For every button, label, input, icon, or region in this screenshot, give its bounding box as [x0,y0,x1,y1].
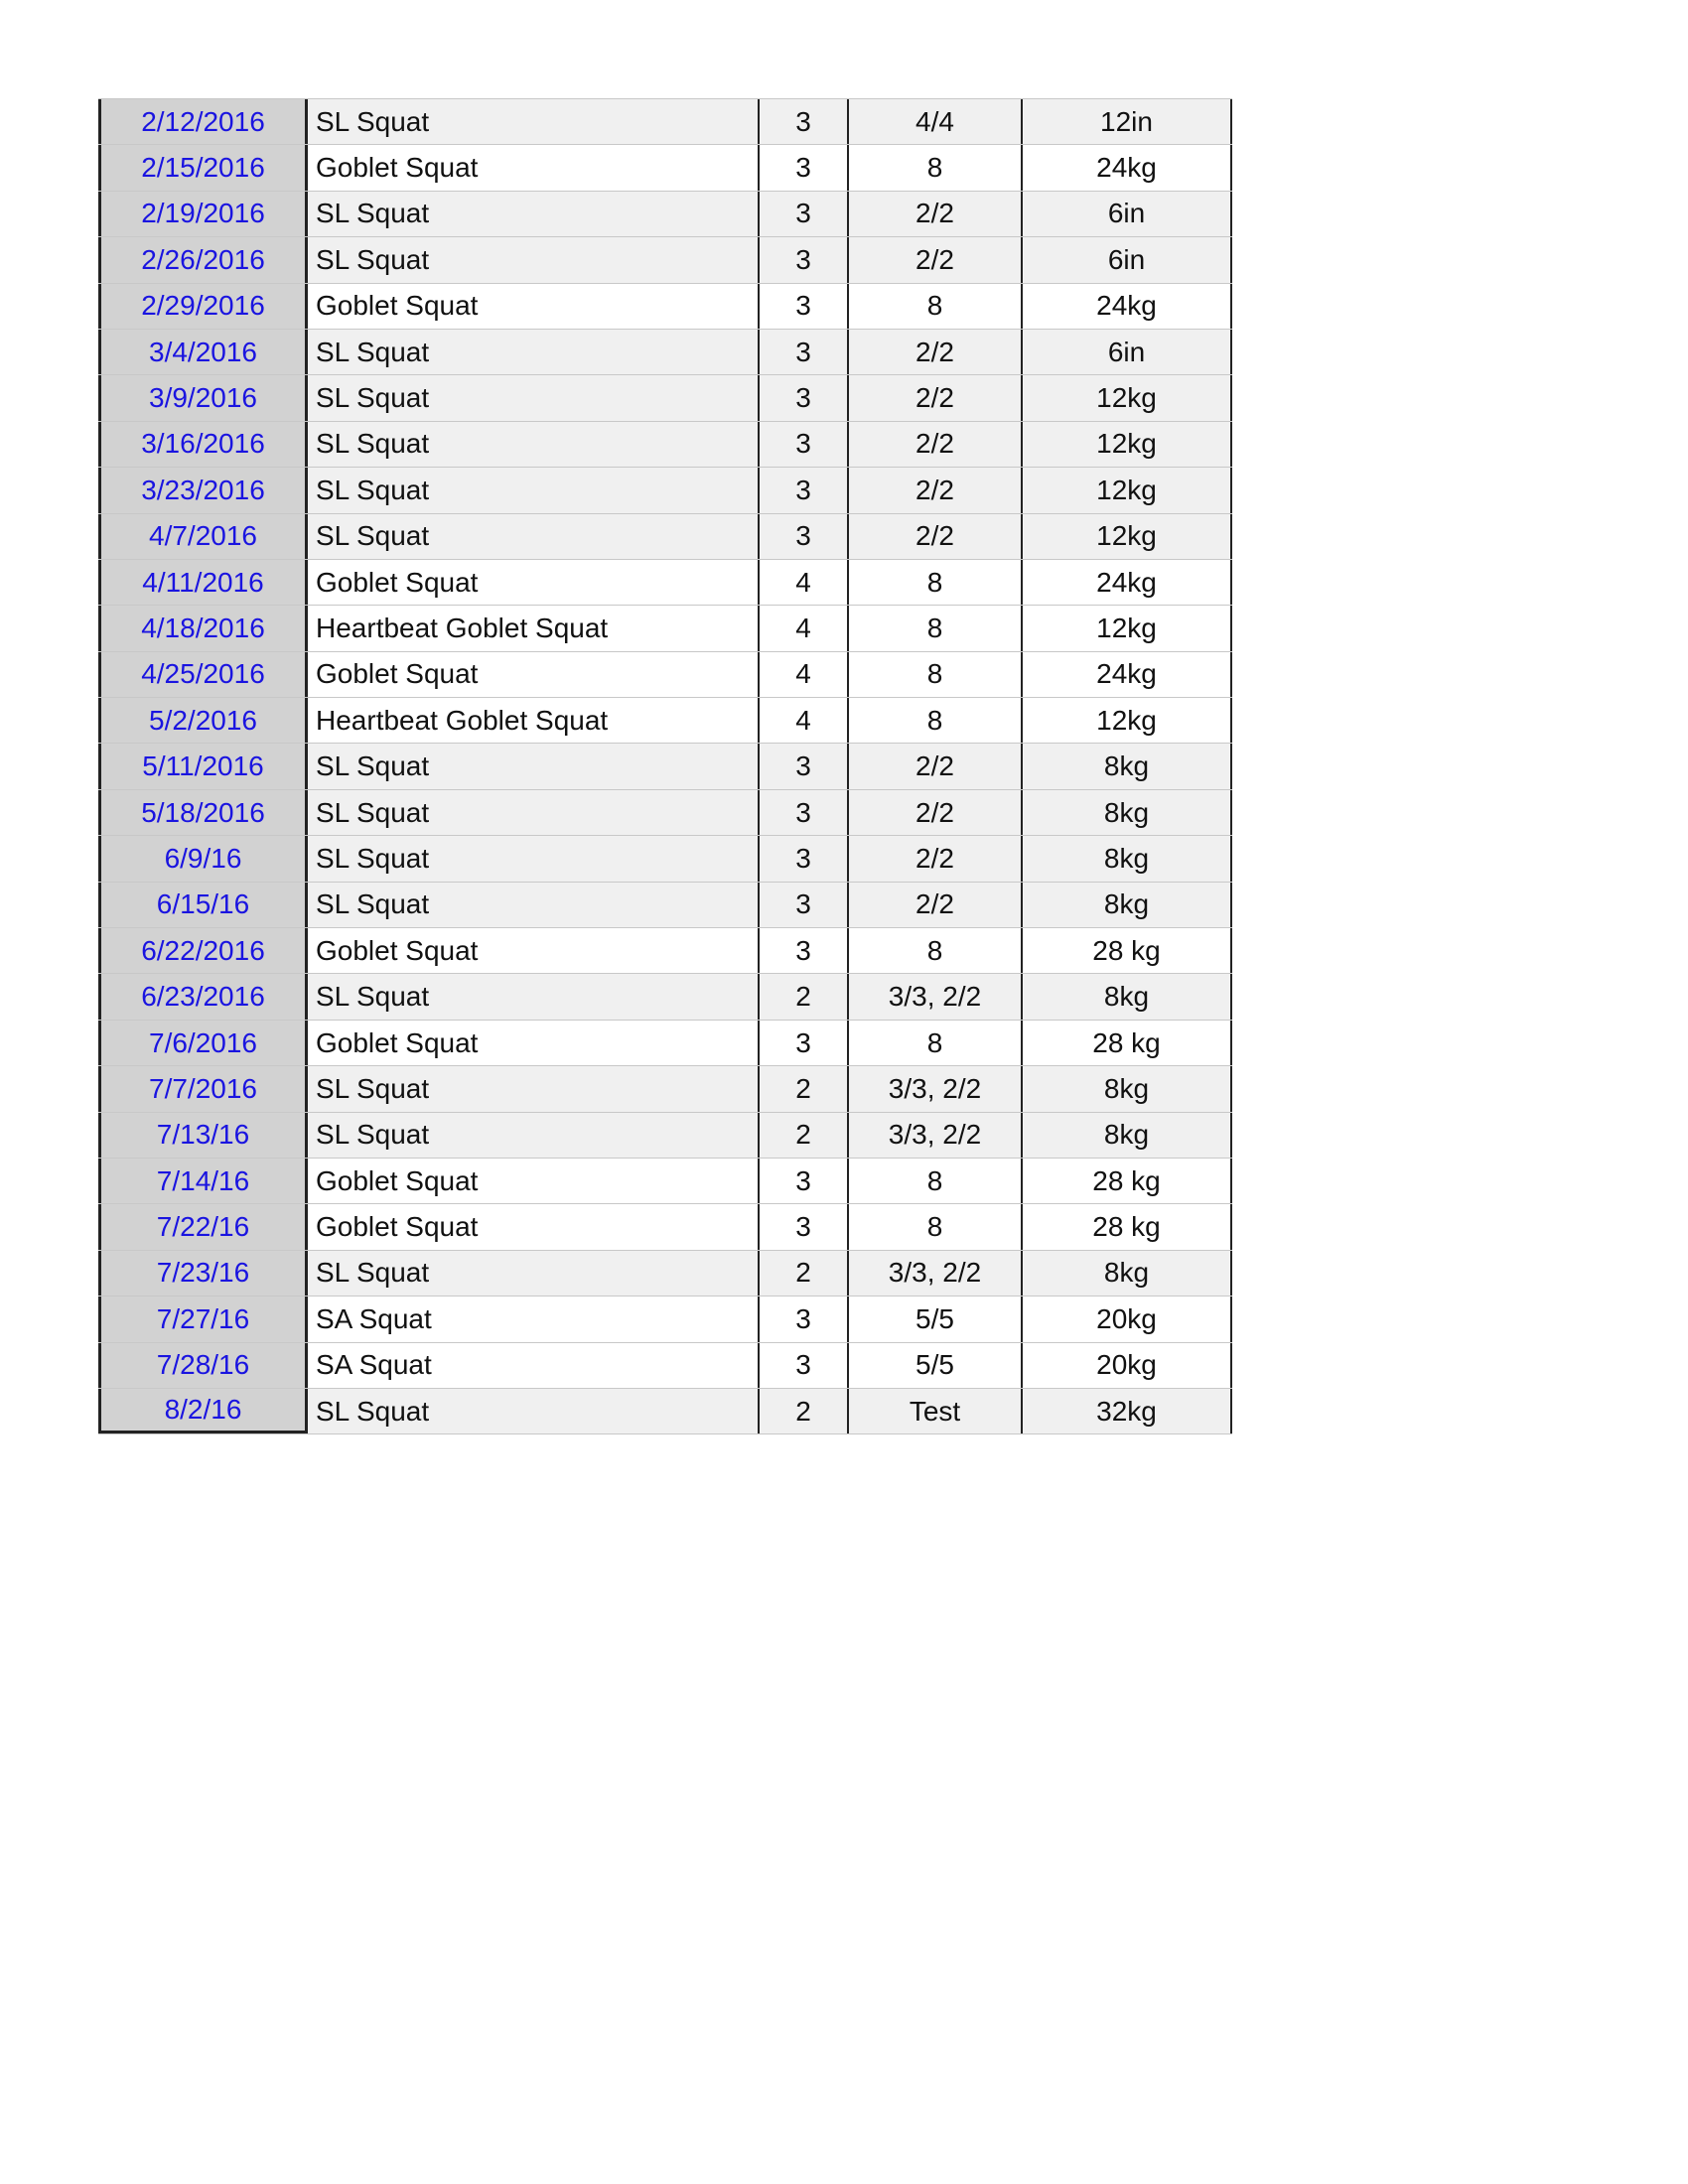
reps-cell: 8 [849,606,1023,650]
reps-cell: 8 [849,145,1023,190]
table-row [98,1343,1232,1389]
exercise-cell: SL Squat [308,974,760,1019]
table-row [98,1297,1232,1342]
reps-cell: 8 [849,928,1023,973]
table-row [98,698,1232,744]
load-cell: 6in [1023,192,1232,236]
sets-cell: 3 [760,514,849,559]
date-cell: 4/18/2016 [98,606,308,650]
table-row [98,468,1232,513]
sets-cell: 2 [760,1389,849,1433]
load-cell: 8kg [1023,836,1232,881]
exercise-cell: SL Squat [308,1113,760,1158]
reps-cell: 8 [849,284,1023,329]
table-row [98,744,1232,789]
reps-cell: 8 [849,560,1023,605]
load-cell: 12kg [1023,375,1232,420]
table-row [98,652,1232,698]
sets-cell: 3 [760,744,849,788]
sets-cell: 3 [760,99,849,144]
exercise-cell: SA Squat [308,1297,760,1341]
reps-cell: 8 [849,1159,1023,1203]
sets-cell: 2 [760,1066,849,1111]
date-cell: 2/15/2016 [98,145,308,190]
table-row [98,1251,1232,1297]
load-cell: 12kg [1023,606,1232,650]
table-row [98,606,1232,651]
sets-cell: 3 [760,1297,849,1341]
exercise-cell: Goblet Squat [308,652,760,697]
sets-cell: 3 [760,192,849,236]
exercise-cell: SL Squat [308,468,760,512]
date-cell: 2/29/2016 [98,284,308,329]
date-cell: 6/23/2016 [98,974,308,1019]
load-cell: 12kg [1023,514,1232,559]
load-cell: 28 kg [1023,1021,1232,1065]
exercise-cell: SL Squat [308,1389,760,1433]
sets-cell: 3 [760,375,849,420]
load-cell: 28 kg [1023,928,1232,973]
date-cell: 3/4/2016 [98,330,308,374]
table-row [98,1021,1232,1066]
date-cell: 7/7/2016 [98,1066,308,1111]
table-row [98,560,1232,606]
table-row [98,1066,1232,1112]
date-cell: 4/11/2016 [98,560,308,605]
date-cell: 7/22/16 [98,1204,308,1249]
table-row [98,883,1232,928]
date-cell: 4/7/2016 [98,514,308,559]
load-cell: 24kg [1023,145,1232,190]
date-cell: 6/9/16 [98,836,308,881]
table-row [98,237,1232,283]
load-cell: 28 kg [1023,1204,1232,1249]
load-cell: 12kg [1023,422,1232,467]
reps-cell: 3/3, 2/2 [849,1251,1023,1296]
reps-cell: 3/3, 2/2 [849,1066,1023,1111]
sets-cell: 2 [760,1113,849,1158]
table-row [98,1204,1232,1250]
sets-cell: 4 [760,698,849,743]
sets-cell: 3 [760,145,849,190]
table-row [98,836,1232,882]
exercise-cell: SL Squat [308,514,760,559]
sets-cell: 3 [760,836,849,881]
exercise-cell: SL Squat [308,375,760,420]
exercise-cell: SL Squat [308,883,760,927]
date-cell: 7/28/16 [98,1343,308,1388]
table-row [98,790,1232,836]
date-cell: 5/18/2016 [98,790,308,835]
table-row [98,422,1232,468]
sets-cell: 3 [760,284,849,329]
exercise-cell: SL Squat [308,422,760,467]
sets-cell: 3 [760,1204,849,1249]
table-row [98,514,1232,560]
load-cell: 8kg [1023,1251,1232,1296]
exercise-cell: SL Squat [308,744,760,788]
date-cell: 7/14/16 [98,1159,308,1203]
sets-cell: 3 [760,1343,849,1388]
sets-cell: 4 [760,606,849,650]
date-cell: 3/9/2016 [98,375,308,420]
workout-log-table [98,98,1232,1434]
load-cell: 20kg [1023,1343,1232,1388]
load-cell: 6in [1023,330,1232,374]
table-row [98,192,1232,237]
reps-cell: 2/2 [849,237,1023,282]
reps-cell: 2/2 [849,468,1023,512]
exercise-cell: SL Squat [308,1251,760,1296]
exercise-cell: Goblet Squat [308,1021,760,1065]
load-cell: 24kg [1023,652,1232,697]
reps-cell: 2/2 [849,192,1023,236]
load-cell: 8kg [1023,883,1232,927]
date-cell: 6/15/16 [98,883,308,927]
sets-cell: 3 [760,330,849,374]
reps-cell: 8 [849,652,1023,697]
load-cell: 28 kg [1023,1159,1232,1203]
exercise-cell: SL Squat [308,836,760,881]
date-cell: 2/26/2016 [98,237,308,282]
reps-cell: Test [849,1389,1023,1433]
sets-cell: 4 [760,560,849,605]
table-row [98,1159,1232,1204]
load-cell: 24kg [1023,560,1232,605]
reps-cell: 2/2 [849,883,1023,927]
table-row [98,375,1232,421]
load-cell: 32kg [1023,1389,1232,1433]
exercise-cell: Goblet Squat [308,928,760,973]
table-row [98,928,1232,974]
table-row [98,974,1232,1020]
exercise-cell: SL Squat [308,330,760,374]
reps-cell: 8 [849,1204,1023,1249]
load-cell: 12kg [1023,698,1232,743]
table-row [98,99,1232,145]
reps-cell: 5/5 [849,1343,1023,1388]
exercise-cell: Goblet Squat [308,1204,760,1249]
load-cell: 6in [1023,237,1232,282]
exercise-cell: Goblet Squat [308,145,760,190]
exercise-cell: Goblet Squat [308,560,760,605]
exercise-cell: Goblet Squat [308,1159,760,1203]
reps-cell: 8 [849,698,1023,743]
reps-cell: 2/2 [849,422,1023,467]
reps-cell: 3/3, 2/2 [849,974,1023,1019]
reps-cell: 4/4 [849,99,1023,144]
reps-cell: 8 [849,1021,1023,1065]
exercise-cell: SL Squat [308,192,760,236]
load-cell: 8kg [1023,974,1232,1019]
exercise-cell: SL Squat [308,1066,760,1111]
date-cell: 2/19/2016 [98,192,308,236]
load-cell: 20kg [1023,1297,1232,1341]
table-row [98,145,1232,191]
load-cell: 12in [1023,99,1232,144]
sets-cell: 3 [760,237,849,282]
reps-cell: 3/3, 2/2 [849,1113,1023,1158]
date-cell: 2/12/2016 [98,99,308,144]
sets-cell: 3 [760,468,849,512]
load-cell: 8kg [1023,790,1232,835]
date-cell: 3/16/2016 [98,422,308,467]
reps-cell: 2/2 [849,790,1023,835]
exercise-cell: Heartbeat Goblet Squat [308,698,760,743]
table-row [98,1389,1232,1434]
table-row [98,284,1232,330]
reps-cell: 2/2 [849,836,1023,881]
sets-cell: 4 [760,652,849,697]
load-cell: 8kg [1023,1113,1232,1158]
load-cell: 12kg [1023,468,1232,512]
date-cell: 3/23/2016 [98,468,308,512]
sets-cell: 3 [760,790,849,835]
date-cell: 7/23/16 [98,1251,308,1296]
load-cell: 8kg [1023,1066,1232,1111]
sets-cell: 2 [760,974,849,1019]
date-cell: 5/11/2016 [98,744,308,788]
sets-cell: 3 [760,1021,849,1065]
sets-cell: 3 [760,1159,849,1203]
date-cell: 7/27/16 [98,1297,308,1341]
exercise-cell: SA Squat [308,1343,760,1388]
date-cell: 7/13/16 [98,1113,308,1158]
reps-cell: 2/2 [849,744,1023,788]
table-row [98,1113,1232,1159]
table-row [98,330,1232,375]
exercise-cell: Heartbeat Goblet Squat [308,606,760,650]
exercise-cell: SL Squat [308,99,760,144]
date-cell: 7/6/2016 [98,1021,308,1065]
date-cell: 8/2/16 [98,1389,308,1433]
sets-cell: 3 [760,883,849,927]
reps-cell: 2/2 [849,514,1023,559]
load-cell: 24kg [1023,284,1232,329]
exercise-cell: SL Squat [308,237,760,282]
reps-cell: 5/5 [849,1297,1023,1341]
load-cell: 8kg [1023,744,1232,788]
exercise-cell: Goblet Squat [308,284,760,329]
sets-cell: 3 [760,422,849,467]
reps-cell: 2/2 [849,330,1023,374]
date-cell: 4/25/2016 [98,652,308,697]
sets-cell: 3 [760,928,849,973]
date-cell: 6/22/2016 [98,928,308,973]
sets-cell: 2 [760,1251,849,1296]
reps-cell: 2/2 [849,375,1023,420]
date-cell: 5/2/2016 [98,698,308,743]
exercise-cell: SL Squat [308,790,760,835]
